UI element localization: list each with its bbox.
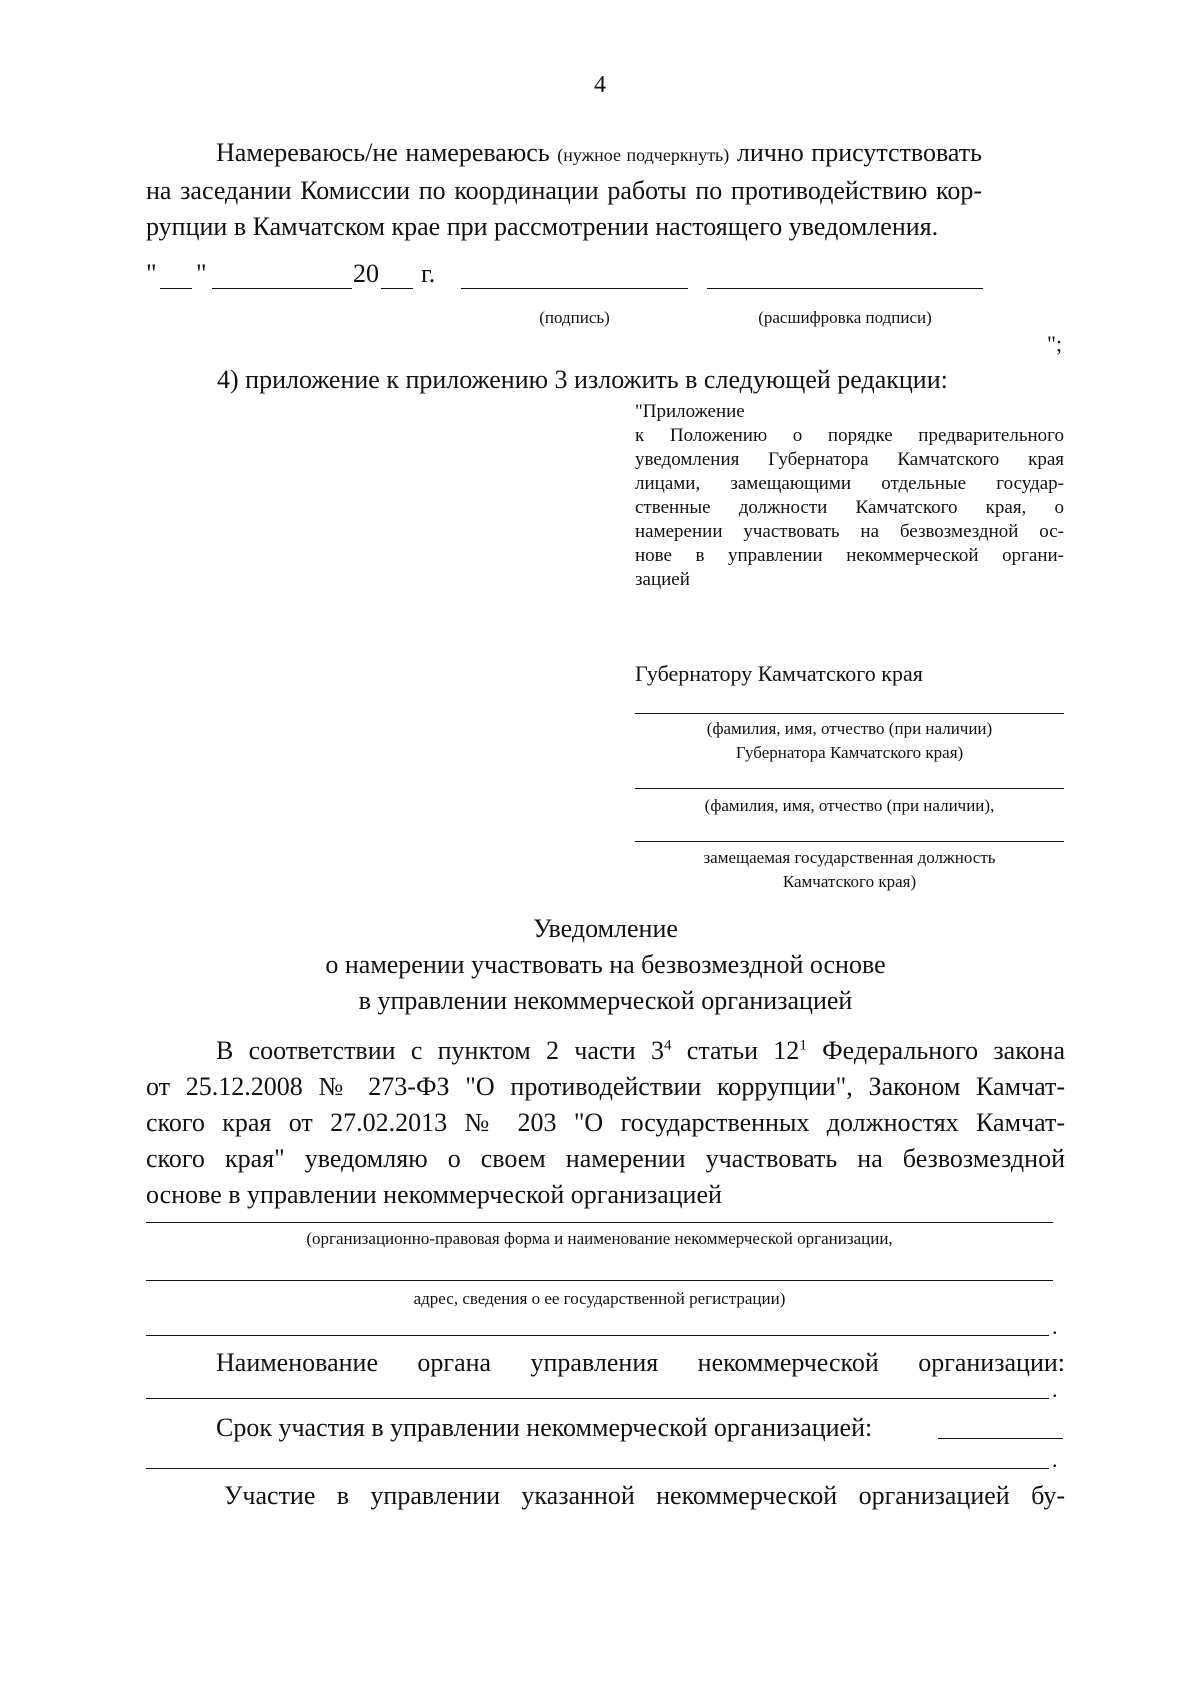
body-line-1-c: Федерального закона <box>806 1036 1065 1065</box>
notice-title-line-3: в управлении некоммерческой организацией <box>358 986 853 1015</box>
org-caption-1: (организационно-правовая форма и наименование некоммерческой организации, <box>306 1229 893 1248</box>
appendix-line-3: лицами, замещающими отдельные государ- <box>635 473 1064 494</box>
intent-line-1 <box>146 135 982 173</box>
date-quote-close: " <box>196 259 207 288</box>
appendix-header <box>635 400 1064 592</box>
signature-caption: (подпись) <box>539 308 610 327</box>
body-line-3: ского края от 27.02.2013 № 203 "О государственных должностях Камчат- <box>146 1108 1065 1137</box>
org-caption-2: адрес, сведения о ее государственной регистрации) <box>413 1289 786 1308</box>
body-line-4: ского края" уведомляю о своем намерении участвовать на безвозмездной <box>146 1144 1065 1173</box>
intent-line-3: рупции в Камчатском крае при рассмотрении настоящего уведомления. <box>146 212 939 241</box>
governor-caption-1: (фамилия, имя, отчество (при наличии) <box>706 719 993 738</box>
date-year-suffix: г. <box>421 259 436 288</box>
body-line-1 <box>146 1033 1065 1069</box>
appendix-line-1: к Положению о порядке предварительного <box>635 425 1064 446</box>
body-line-5: основе в управлении некоммерческой организацией <box>146 1180 722 1209</box>
intent-text-a: Намереваюсь/не намереваюсь <box>216 138 550 167</box>
notice-title-line-1: Уведомление <box>533 914 678 943</box>
field-dot-2: . <box>1052 1377 1058 1402</box>
date-day-blank <box>160 288 192 289</box>
org-name-blank <box>146 1222 1053 1223</box>
field-dot-1: . <box>1052 1314 1058 1339</box>
page-number: 4 <box>594 72 606 98</box>
position-caption-2: Камчатского края) <box>782 872 917 891</box>
date-year-prefix: 20 <box>353 259 379 288</box>
position-caption-1: замещаемая государственная должность <box>703 848 996 867</box>
intent-text-b: лично присутствовать <box>736 138 983 167</box>
signature-decode-blank <box>707 288 983 289</box>
participation-text: Участие в управлении указанной некоммерческой организацией бу- <box>224 1481 1065 1510</box>
sender-caption: (фамилия, имя, отчество (при наличии), <box>704 796 995 815</box>
intent-paragraph <box>146 135 982 245</box>
signature-decode-caption: (расшифровка подписи) <box>758 308 932 327</box>
closing-mark: "; <box>1047 331 1063 356</box>
term-label: Срок участия в управлении некоммерческой организацией: <box>216 1413 873 1442</box>
body-line-1-a: В соответствии с пунктом 2 части 3 <box>216 1036 665 1065</box>
item-4: 4) приложение к приложению 3 изложить в следующей редакции: <box>217 365 948 394</box>
appendix-line-6: нове в управлении некоммерческой органи- <box>635 545 1064 566</box>
date-month-blank <box>212 288 352 289</box>
notice-title-line-2: о намерении участвовать на безвозмездной основе <box>325 950 886 979</box>
signature-blank <box>461 288 688 289</box>
appendix-title: "Приложение <box>635 401 745 422</box>
intent-line-2: на заседании Комиссии по координации работы по противодействию кор- <box>146 176 982 205</box>
appendix-line-5: намерении участвовать на безвозмездной ос- <box>635 521 1064 542</box>
underline-hint: (нужное подчеркнуть) <box>557 145 730 165</box>
sender-position-blank <box>635 841 1064 842</box>
body-line-2: от 25.12.2008 № 273-ФЗ "О противодействии коррупции", Законом Камчат- <box>146 1072 1065 1101</box>
body-name-blank <box>146 1398 1049 1399</box>
appendix-line-4: ственные должности Камчатского края, о <box>635 497 1064 518</box>
org-address-blank <box>146 1280 1053 1281</box>
field-dot-3: . <box>1052 1447 1058 1472</box>
date-year-blank <box>381 288 413 289</box>
participation-line <box>146 1478 1065 1514</box>
body-paragraph <box>146 1033 1065 1213</box>
appendix-line-2: уведомления Губернатора Камчатского края <box>635 449 1064 470</box>
date-quote-open: " <box>146 259 157 288</box>
governor-caption-2: Губернатора Камчатского края) <box>735 743 964 762</box>
notice-title <box>146 911 1065 1019</box>
body-name-line <box>146 1345 1065 1381</box>
term-blank-inline <box>938 1438 1063 1439</box>
appendix-line-7: зацией <box>635 569 690 590</box>
governor-name-blank <box>635 713 1064 714</box>
sender-name-blank <box>635 788 1064 789</box>
body-name-label: Наименование органа управления некоммерческой организации: <box>216 1348 1065 1377</box>
addressee-to: Губернатору Камчатского края <box>635 661 923 686</box>
article-superscript: 1 <box>799 1037 807 1054</box>
part-superscript: 4 <box>664 1037 672 1054</box>
term-blank <box>146 1468 1049 1469</box>
org-registration-blank <box>146 1335 1049 1336</box>
body-line-1-b: статьи 12 <box>671 1036 800 1065</box>
